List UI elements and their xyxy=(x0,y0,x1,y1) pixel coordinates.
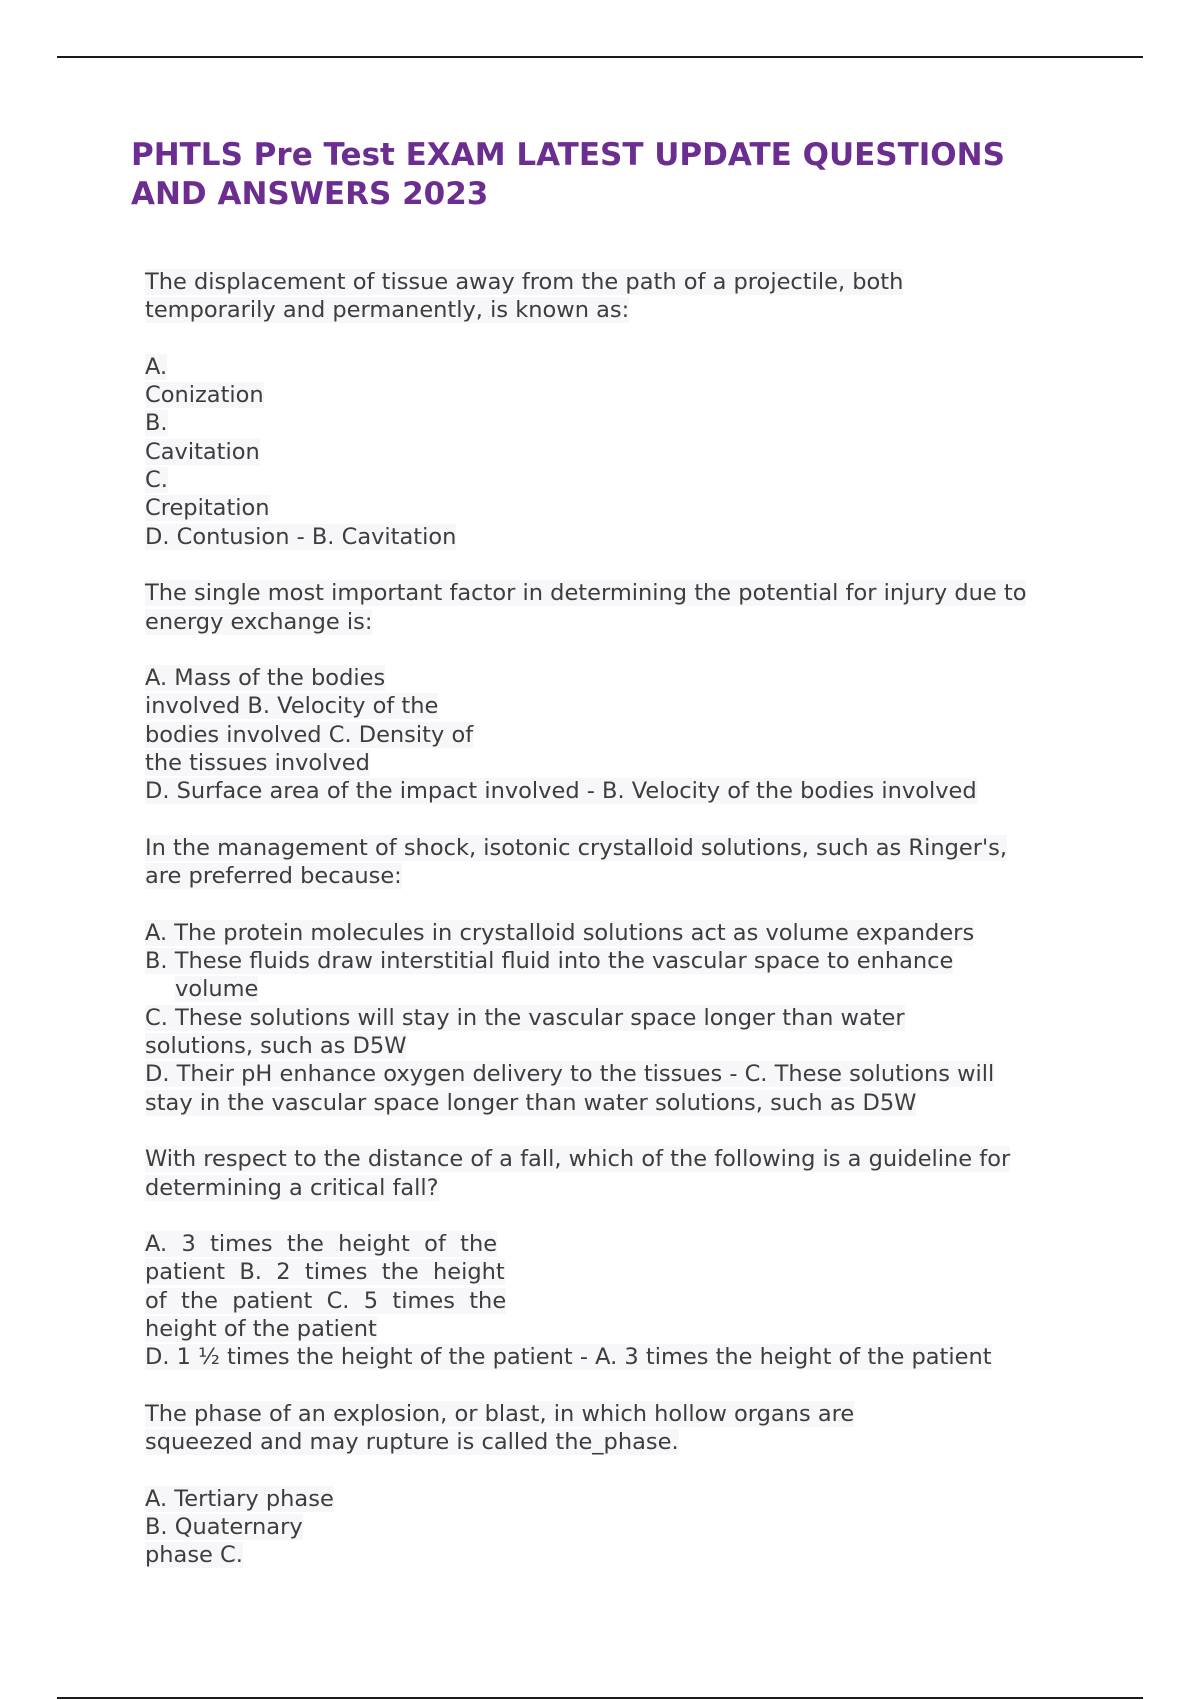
option-text: height of the patient xyxy=(145,1315,377,1342)
question-text: In the management of shock, isotonic crystalloid solutions, such as Ringer's, xyxy=(145,834,1008,861)
question-5 xyxy=(145,1400,1105,1570)
option-text: Crepitation xyxy=(145,495,270,522)
question-text: The phase of an explosion, or blast, in which hollow organs are xyxy=(145,1400,855,1427)
option-text: bodies involved C. Density of xyxy=(145,721,474,748)
question-3 xyxy=(145,834,1105,1145)
option-text: the tissues involved xyxy=(145,750,370,777)
option-text: B. Quaternary xyxy=(145,1514,303,1541)
option-text: A. The protein molecules in crystalloid solutions act as volume expanders xyxy=(145,919,975,946)
option-text: C. These solutions will stay in the vascular space longer than water xyxy=(145,1004,905,1031)
question-text: temporarily and permanently, is known as: xyxy=(145,297,630,324)
option-text: Conization xyxy=(145,382,264,409)
question-1 xyxy=(145,268,1105,579)
option-text: C. xyxy=(145,467,168,494)
option-text: solutions, such as D5W xyxy=(145,1033,407,1060)
question-text: determining a critical fall? xyxy=(145,1174,439,1201)
answer-text: stay in the vascular space longer than water solutions, such as D5W xyxy=(145,1089,917,1116)
option-text: of the patient C. 5 times the xyxy=(145,1287,507,1314)
bottom-rule xyxy=(57,1697,1143,1699)
option-text: A. Tertiary phase xyxy=(145,1485,334,1512)
option-text: Cavitation xyxy=(145,438,260,465)
top-rule xyxy=(57,56,1143,58)
option-text: B. xyxy=(145,410,168,437)
question-text: With respect to the distance of a fall, which of the following is a guideline for xyxy=(145,1146,1011,1173)
option-text: A. Mass of the bodies xyxy=(145,665,386,692)
question-text: The single most important factor in determining the potential for injury due to xyxy=(145,580,1027,607)
answer-text: D. Surface area of the impact involved - B. Velocity of the bodies involved xyxy=(145,778,977,805)
option-text: phase C. xyxy=(145,1542,243,1569)
question-4 xyxy=(145,1145,1105,1400)
answer-text: D. 1 ½ times the height of the patient - A. 3 times the height of the patient xyxy=(145,1344,992,1371)
answer-text: D. Contusion - B. Cavitation xyxy=(145,523,457,550)
question-text: The displacement of tissue away from the path of a projectile, both xyxy=(145,269,904,295)
question-text: are preferred because: xyxy=(145,863,402,890)
document-title xyxy=(131,136,1091,214)
option-text: volume xyxy=(175,976,259,1003)
question-2 xyxy=(145,579,1105,834)
question-text: energy exchange is: xyxy=(145,608,373,635)
option-text: B. These fluids draw interstitial fluid into the vascular space to enhance xyxy=(145,948,954,975)
option-text: A. 3 times the height of the xyxy=(145,1231,498,1258)
option-text: involved B. Velocity of the xyxy=(145,693,439,720)
title-line-1: PHTLS Pre Test EXAM LATEST UPDATE QUESTIONS xyxy=(131,137,1005,173)
option-text: A. xyxy=(145,353,168,380)
question-text: squeezed and may rupture is called the_phase. xyxy=(145,1429,679,1456)
questions-body xyxy=(145,268,1105,1570)
title-line-2: AND ANSWERS 2023 xyxy=(131,176,489,212)
option-text: patient B. 2 times the height xyxy=(145,1259,505,1286)
answer-text: D. Their pH enhance oxygen delivery to the tissues - C. These solutions will xyxy=(145,1061,995,1088)
